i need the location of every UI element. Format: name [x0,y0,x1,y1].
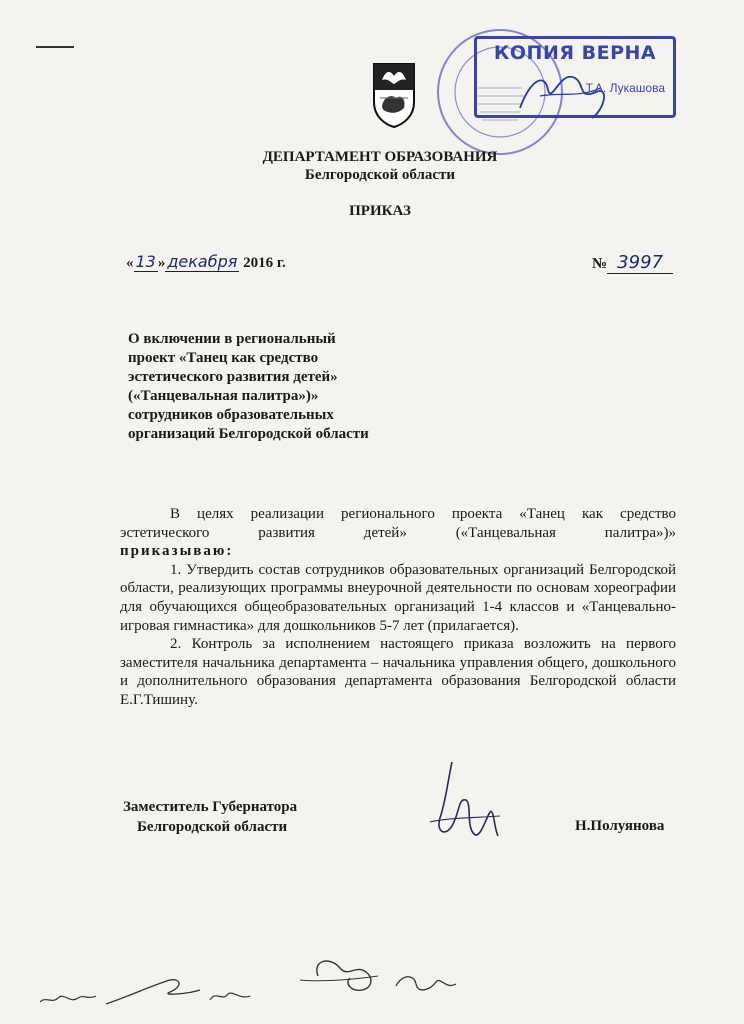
subject-line: организаций Белгородской области [128,426,369,442]
stamp-name: Т.А. Лукашова [585,81,665,95]
item-1: 1. Утвердить состав сотрудников образовательных организаций Белгородской области, реализующих программы внеурочной деятельности по основам хореографии для обучающихся общеобразовательных организаций 1-4 классов и «Танцевально-игровая гимнастика» для дошкольников 5-7 лет (прилагается). [120,561,676,634]
date-day: 13 [135,252,156,271]
date-close-quote: » [157,255,166,271]
subject-line: сотрудников образовательных [128,407,334,423]
department-region: Белгородской области [304,167,456,183]
subject-line: («Танцевальная палитра»)» [128,388,319,404]
item-2: 2. Контроль за исполнением настоящего приказа возложить на первого заместителя начальника департамента – начальника управления общего, дошкольного и дополнительного образования департамента образования Белгородской области Е.Г.Тишину. [120,636,676,708]
document-type: ПРИКАЗ [349,203,411,219]
number-value: 3997 [607,252,673,274]
intro-paragraph: В целях реализации регионального проекта «Танец как средство эстетического развития детей» («Танцевальная палитра»)» [120,506,676,541]
subject-line: О включении в региональный [128,331,336,347]
signatory-title-line1: Заместитель Губернатора [123,799,298,815]
department-title: ДЕПАРТАМЕНТ ОБРАЗОВАНИЯ [262,149,498,165]
number-label: № [592,256,608,272]
signatory-title-line2: Белгородской области [137,819,288,835]
order-word: приказываю: [120,543,234,560]
date-month: декабря [167,252,238,271]
subject-line: проект «Танец как средство [128,350,319,366]
stamp-title: КОПИЯ ВЕРНА [493,42,657,64]
date-open-quote: « [126,255,134,271]
signatory-name: Н.Полуянова [575,818,665,834]
subject-line: эстетического развития детей» [128,369,338,385]
date-year: 2016 г. [243,255,286,271]
